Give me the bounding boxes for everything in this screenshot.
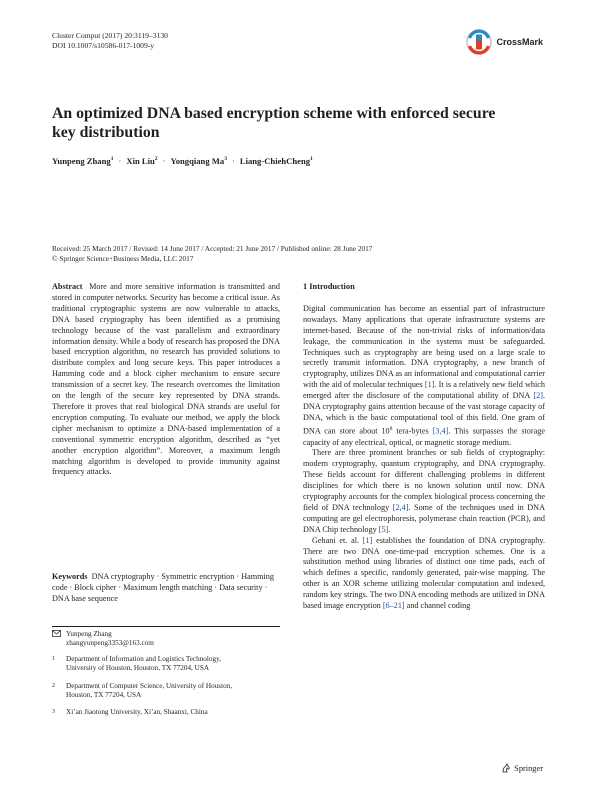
author-affiliation-mark: 3 [224,156,227,163]
abstract-label: Abstract [52,282,83,291]
journal-citation: Cluster Comput (2017) 20:3119–3130 [52,31,168,40]
affiliation-number: 1 [52,656,55,662]
abstract-text: More and more sensitive information is transmitted and stored in computer networks. Security has become a critical issue. As traditional cryptographic systems are now vulnerable to attacks, DNA based cryptography has been identified as a promising technology because of the vast parallelism and extraordinary information density. While a body of research has proposed the DNA based encryption algorithm, no research has provided solutions to distribute complex and long secure keys. This paper introduces a Hamming code and a block cipher mechanism to ensure secure transmission of a secret key. The research overcomes the limitation on the length of the secure key represented by DNA strands. Therefore it proves that real biological DNA strands are useful for encryption computing. To evaluate our method, we apply the block cipher mechanism to optimize a DNA-based implementation of a conventional symmetric encryption algorithm, described as “yet another encryption algorithm”. Moreover, a maximum length matching algorithm is developed to provide immunity against frequency attacks. [52,282,280,477]
keywords-text: DNA cryptography · Symmetric encryption · Hamming code · Block cipher · Maximum length matching · Data security · DNA base sequence [52,572,274,603]
introduction-section [303,282,545,612]
paragraph: Gehani et. al. [1] establishes the foundation of DNA cryptography. There are two DNA one-time-pad encryption schemes. One is a substitution method using libraries of distinct one time pads, each of which defines a specific, randomly generated, pair-wise mapping. The other is an XOR scheme utilizing molecular computation and indexed, random key strings. The two DNA encoding methods are utilized in DNA based image encryption [6–21] and channel coding [303,535,545,611]
corresponding-email[interactable]: zhangyunpeng3353@163.com [66,639,154,648]
crossmark-badge[interactable] [466,29,543,55]
author-affiliation-mark: 1 [110,156,114,163]
footnote-divider [52,626,280,627]
envelope-icon [52,630,61,641]
citation-link[interactable]: [5] [378,524,389,534]
springer-horse-icon [501,763,511,773]
author-list: Yunpeng Zhang$^1$ · Xin Liu$^2$ · Yongqiang $Ma^3$ · Liang-ChiehCheng$^1$ [52,156,313,166]
crossmark-icon [466,29,492,55]
citation-link[interactable]: [6–21] [382,601,405,611]
affiliation-line: Department of Information and Logistics Technology, [66,655,221,663]
publisher-logo [501,763,543,773]
author-affiliation-mark: 2 [154,156,158,163]
abstract-section [52,282,280,478]
doi[interactable]: DOI 10.1007/s10586-017-1009-y [52,41,155,50]
citation-link[interactable]: [2,4] [392,502,409,512]
affiliation-number: 2 [52,683,55,689]
affiliation [52,655,280,674]
author-affiliation-mark: 1 [310,156,313,163]
correspondence [52,630,280,649]
paper-title: An optimized DNA based encryption scheme with enforced secure key distribution [52,105,496,141]
section-heading: 1 Introduction [303,282,355,291]
paragraph: There are three prominent branches or sub fields of cryptography: modern cryptography, quantum cryptography, and DNA cryptography. These fields account for different challenging problems in different disciplines for which there is no known solution until now. DNA cryptography accounts for the complex biological process concerning the field of DNA technology [2,4]. Some of the techniques used in DNA computing are gel electrophoresis, polymerase chain reaction (PCR), and DNA Chip technology [5]. [303,448,545,534]
author-name[interactable]: Yunpeng Zhang [52,156,111,166]
affiliation-line: Xi’an Jiaotong University, Xi’an, Shaanxi, China [66,708,208,716]
citation-link[interactable]: [1] [362,535,373,545]
affiliation [52,682,280,701]
citation-link[interactable]: [1] [424,380,435,390]
publication-history [52,244,372,263]
author-name[interactable]: Yongqiang Ma [170,156,225,166]
affiliation-line: Department of Computer Science, University of Houston, [66,682,233,690]
author-name[interactable]: Liang-ChiehCheng [239,156,311,166]
citation-link[interactable]: [2] [533,391,543,401]
corresponding-author: Yunpeng Zhang [66,630,112,638]
citation-link[interactable]: [3,4] [432,426,449,436]
affiliation-number: 3 [52,709,55,715]
author-name[interactable]: Xin Liu [126,156,155,166]
paragraph: Digital communication has become an essential part of infrastructure nowadays. Many applications that operate infrastructure systems are internet-based. Because of the non-trivial risks of information/data leakage, the communication in the systems must be safeguarded. Techniques such as cryptography are being used on a large scale to secretly transmit information. DNA cryptography, a new branch of cryptography, utilizes DNA as an informational and computational carrier with the aid of molecular techniques [1]. It is a relatively new field which emerged after the disclosure of the computational ability of DNA [2]. DNA cryptography gains attention because of the vast storage capacity of DNA, which is the basic computational tool of this field. One gram of DNA can store about $10^8$ tera-bytes [3,4]. This surpasses the storage capacity of any electrical, optical, or magnetic storage medium. [303,303,545,447]
keywords-section [52,572,280,605]
affiliation [52,708,280,717]
keywords-label: Keywords [52,572,88,581]
affiliation-line: Houston, TX 77204, USA [66,691,142,700]
copyright-line: © Springer Science+Business Media, LLC 2017 [52,253,194,263]
crossmark-label: CrossMark [496,37,543,47]
dates-line: Received: 25 March 2017 / Revised: 14 June 2017 / Accepted: 21 June 2017 / Published online: 28 June 2017 [52,244,373,253]
publisher-name: Springer [514,763,543,773]
affiliation-line: University of Houston, Houston, TX 77204, USA [66,664,210,673]
